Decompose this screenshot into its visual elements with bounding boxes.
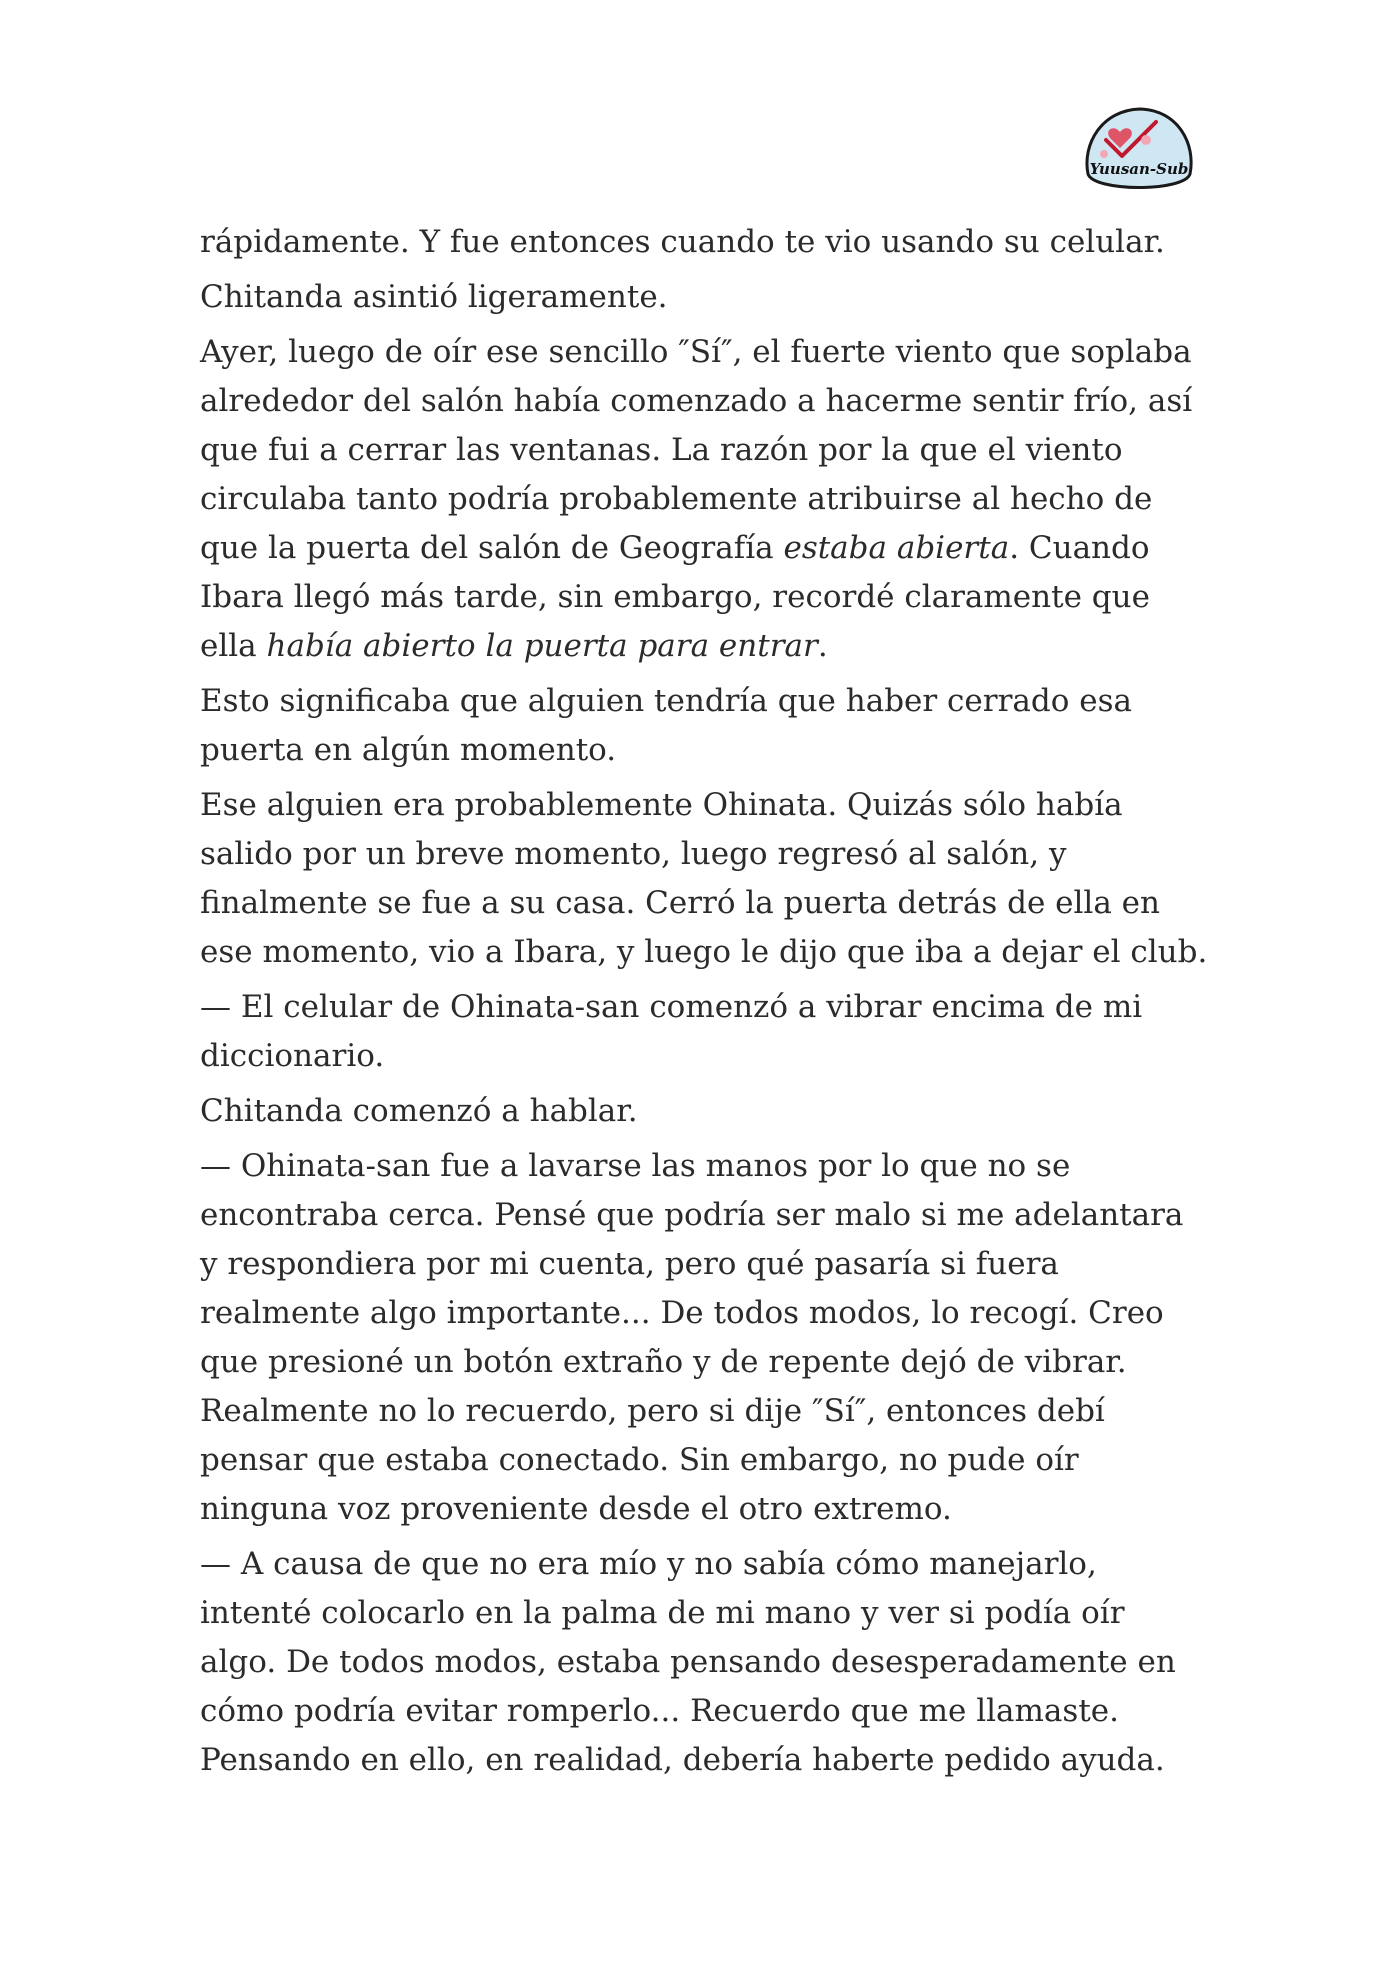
paragraph-text: — Ohinata-san fue a lavarse las manos por lo que no se encontraba cerca. Pensé que podría ser malo si me adelantara y respondiera por mi cuenta, pero qué pasaría si fuera realmente algo importante... De todos modos, lo recogí. Creo que presioné un botón extraño y de repente dejó de vibrar. Realmente no lo recuerdo, pero si dije ″Sí″, entonces debí pensar que estaba conectado. Sin embargo, no pude oír ninguna voz proveniente desde el otro extremo. — [200, 1148, 1184, 1527]
paragraph — [200, 781, 1210, 977]
paragraph — [200, 1142, 1210, 1534]
paragraph — [200, 983, 1210, 1081]
italic-text: estaba abierta — [783, 530, 1010, 566]
paragraph-text: Ese alguien era probablemente Ohinata. Quizás sólo había salido por un breve momento, luego regresó al salón, y finalmente se fue a su casa. Cerró la puerta detrás de ella en ese momento, vio a Ibara, y luego le dijo que iba a dejar el club. — [200, 787, 1208, 970]
paragraph-text: Chitanda comenzó a hablar. — [200, 1093, 638, 1129]
paragraph-text: Ayer, luego de oír ese sencillo ″Sí″, el fuerte viento que soplaba alrededor del salón había comenzado a hacerme sentir frío, así que fui a cerrar las ventanas. La razón por la que el viento circulaba tanto podría probablemente atribuirse al hecho de que la puerta del salón de Geografía — [200, 334, 1193, 566]
paragraph-text: Chitanda asintió ligeramente. — [200, 279, 668, 315]
paragraph — [200, 328, 1210, 671]
paragraph — [200, 218, 1210, 267]
logo-text: Yuusan-Sub — [1089, 160, 1189, 178]
yuusan-sub-logo — [1080, 104, 1198, 194]
paragraph-text: rápidamente. Y fue entonces cuando te vio usando su celular. — [200, 224, 1165, 260]
paragraph-text: Esto significaba que alguien tendría que haber cerrado esa puerta en algún momento. — [200, 683, 1132, 768]
paragraph-text: — A causa de que no era mío y no sabía cómo manejarlo, intenté colocarlo en la palma de mi mano y ver si podía oír algo. De todos modos, estaba pensando desesperadamente en cómo podría evitar romperlo... Recuerdo que me llamaste. Pensando en ello, en realidad, debería haberte pedido ayuda. — [200, 1546, 1176, 1778]
document-body — [200, 218, 1210, 1791]
paragraph-text: . Cuando Ibara llegó más tarde, sin embargo, recordé claramente que ella — [200, 530, 1150, 664]
paragraph-text: — El celular de Ohinata-san comenzó a vibrar encima de mi diccionario. — [200, 989, 1143, 1074]
paragraph — [200, 1087, 1210, 1136]
paragraph — [200, 1540, 1210, 1785]
italic-text: había abierto la puerta para entrar — [266, 628, 818, 664]
paragraph — [200, 677, 1210, 775]
paragraph-text: . — [817, 628, 828, 664]
paragraph — [200, 273, 1210, 322]
